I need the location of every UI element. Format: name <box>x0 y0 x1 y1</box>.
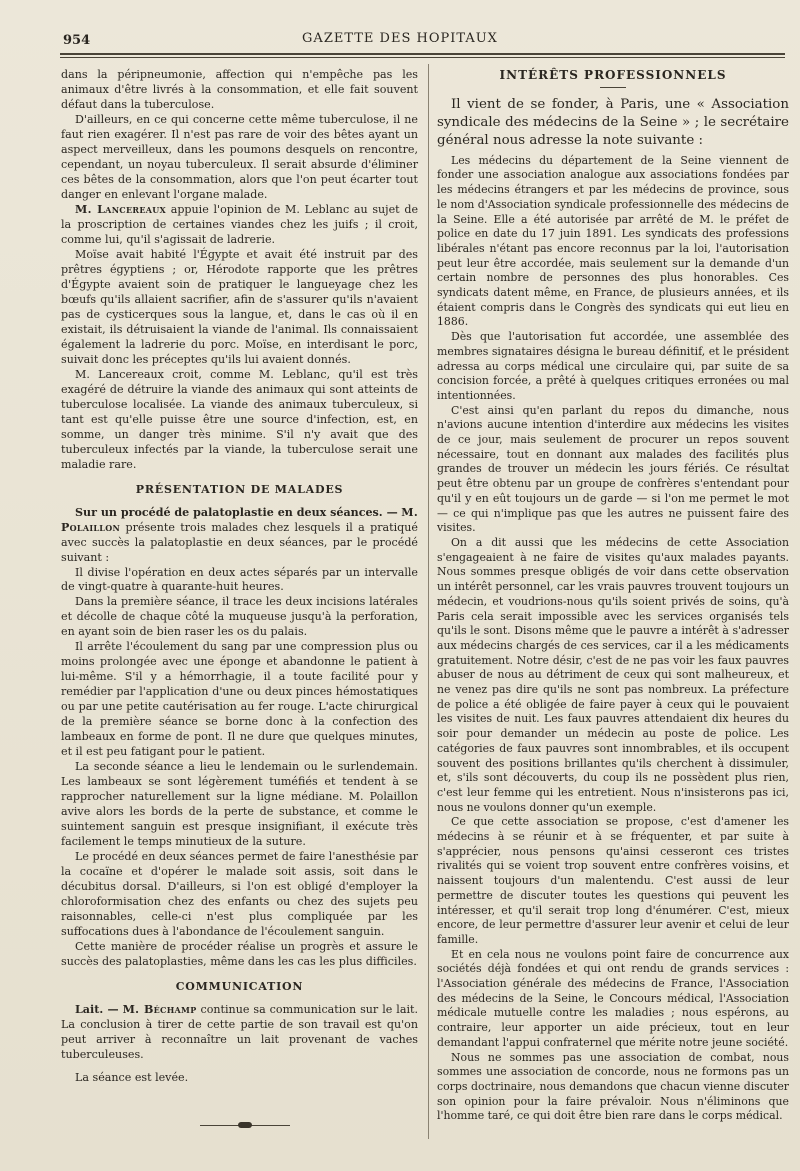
end-ornament <box>200 1122 290 1128</box>
speaker-name: M. Lancereaux <box>75 202 167 216</box>
left-column <box>61 68 418 1086</box>
paragraph <box>61 1003 418 1063</box>
paragraph: Ce que cette association se propose, c'est d'amener les médecins à se réunir et à se fréquenter, et par suite à s'apprécier, nous pensons qu'ainsi cesseront ces tristes rivalités qui se voient trop souvent entre confrères voisins, et naissent toujours d'un malentendu. C'est aussi de leur permettre de discuter toutes les questions qui peuvent les intéresser, et qu'il serait trop long d'énumérer. C'est, mieux encore, de leur permettre d'assurer leur avenir et celui de leur famille. <box>437 815 789 946</box>
article-title: Lait. — <box>75 1003 119 1017</box>
ornament-dot <box>238 1122 252 1128</box>
paragraph: Le procédé en deux séances permet de faire l'anesthésie par la cocaïne et d'opérer le malade soit assis, soit dans le décubitus dorsal. D'ailleurs, si l'on est obligé d'employer la chloroformisation chez des enfants ou chez des sujets peu raisonnables, celle-ci n'est plus compliquée par les suffocations dues à l'abondance de l'écoulement sanguin. <box>61 850 418 939</box>
paragraph-text: continue sa communication sur le lait. La conclusion à tirer de cette partie de son travail est qu'on peut arriver à reconnaître un lait provenant de vaches tuberculeuses. <box>61 1003 418 1062</box>
paragraph: On a dit aussi que les médecins de cette Association s'engageaient à ne faire de visites qu'aux malades payants. Nous sommes presque obligés de voir dans cette observation un intérêt personnel, car les vrais pauvres trouvent toujours un médecin, et voudrions-nous qu'ils soient privés de soins, qu'à Paris cela serait impossible avec les services organisés tels qu'ils le sont. Disons même que le pauvre a intérêt à s'adresser aux médecins chargés de ces services, car il a les médicaments gratuitement. Notre désir, c'est de ne pas voir les faux pauvres abuser de nous au détriment de ceux qui sont malheureux, et ne venez pas dire qu'ils ne sont pas nombreux. La préfecture de police a été obligée de faire payer à ceux qui le pouvaient les visites de nuit. Les faux pauvres attendaient dix heures du soir pour demander un médecin au poste de police. Les catégories de faux pauvres sont innombrables, et ils occupent souvent des positions brillantes qu'ils cherchent à dissimuler, et, s'ils sont découverts, du coup ils ne possèdent plus rien, c'est leur femme qui les entretient. Nous n'insisterons pas ici, nous ne voulons donner qu'un exemple. <box>437 535 789 814</box>
paragraph-text: présente trois malades chez lesquels il a pratiqué avec succès la palatoplastie en deux séances, par le procédé suivant : <box>61 520 418 564</box>
paragraph: Cette manière de procéder réalise un progrès et assure le succès des palatoplasties, même dans les cas les plus difficiles. <box>61 940 418 969</box>
paragraph: M. Lancereaux croit, comme M. Leblanc, qu'il est très exagéré de détruire la viande des animaux qui sont atteints de tuberculose localisée. La viande des animaux tuberculeux, si tant est qu'elle puisse être une source d'infection, est, en somme, un danger très minime. S'il n'y avait que des tuberculeux infectés par la viande, la tuberculose serait une maladie rare. <box>61 367 418 471</box>
intro-paragraph: Il vient de se fonder, à Paris, une « Association syndicale des médecins de la Seine » ; le secrétaire général nous adresse la note suivante : <box>437 96 789 148</box>
paragraph: Les médecins du département de la Seine viennent de fonder une association analogue aux associations fondées par les médecins étrangers et par les médecins de province, sous le nom d'Association syndicale professionnelle des médecins de la Seine. Elle a été autorisée par arrêté de M. le préfet de police en date du 17 juin 1891. Les syndicats des professions libérales n'étant pas encore reconnus par la loi, l'autorisation peut leur être accordée, mais seulement sur la demande d'un certain nombre de personnes des plus honorables. Ces syndicats datent même, en France, de plusieurs années, et ils étaient compris dans le Congrès des syndicats qui eut lieu en 1886. <box>437 153 789 329</box>
journal-title: GAZETTE DES HOPITAUX <box>302 31 498 46</box>
speaker-name: M. Béchamp <box>122 1003 197 1017</box>
paragraph: D'ailleurs, en ce qui concerne cette même tuberculose, il ne faut rien exagérer. Il n'est pas rare de voir des bêtes ayant un aspect merveilleux, dans les poumons desquels on rencontre, cependant, un noyau tuberculeux. Il serait absurde d'éliminer ces bêtes de la consommation, alors que l'on peut écarter tout danger en enlevant l'organe malade. <box>61 112 418 201</box>
section-heading-communication: COMMUNICATION <box>175 980 304 994</box>
section-heading-presentation: PRÉSENTATION DE MALADES <box>135 482 344 496</box>
article-title: Sur un procédé de palatoplastie en deux séances. — <box>75 505 398 519</box>
header-rule <box>60 53 785 55</box>
paragraph-text: appuie l'opinion de M. Leblanc au sujet de la proscription de certaines viandes chez les juifs ; il croit, comme lui, qu'il s'agissait de ladrerie. <box>61 202 419 246</box>
paragraph: Dans la première séance, il trace les deux incisions latérales et décolle de chaque côté la muqueuse jusqu'à la perforation, en ayant soin de bien raser les os du palais. <box>61 595 418 639</box>
paragraph: Il divise l'opération en deux actes séparés par un intervalle de vingt-quatre à quarante-huit heures. <box>61 565 418 594</box>
paragraph: Il arrête l'écoulement du sang par une compression plus ou moins prolongée avec une éponge et abandonne le patient à lui-même. S'il y a hémorrhagie, il a toute facilité pour y remédier par l'application d'une ou deux pinces hémostatiques ou par une petite cautérisation au fer rouge. L'acte chirurgical de la première séance se borne donc à la confection des lambeaux en forme de pont. Il ne dure que quelques minutes, et il est peu fatigant pour le patient. <box>61 640 418 759</box>
header-rule-thin <box>60 57 785 58</box>
paragraph <box>61 203 418 248</box>
page-number: 954 <box>63 33 91 48</box>
right-column <box>437 68 789 1124</box>
column-separator <box>428 64 429 1139</box>
paragraph: Et en cela nous ne voulons point faire de concurrence aux sociétés déjà fondées et qui ont rendu de grands services : l'Association générale des médecins de France, l'Association des médecins de la Seine, le Concours médical, l'Association médicale mutuelle contre les maladies ; nous espérons, au contraire, leur apporter un aide précieux, tout en leur demandant l'appui confraternel que mérite notre jeune société. <box>437 947 789 1049</box>
paragraph: La seconde séance a lieu le lendemain ou le surlendemain. Les lambeaux se sont légèrement tuméfiés et tendent à se rapprocher naturellement sur la ligne médiane. M. Polaillon avive alors les bords de la perte de substance, et comme le suintement sanguin est presque insignifiant, il exécute très facilement le temps minutieux de la suture. <box>61 760 418 849</box>
speaker-name: M. Polaillon <box>61 505 418 534</box>
heading-rule <box>600 87 626 88</box>
paragraph <box>61 506 418 566</box>
paragraph: Dès que l'autorisation fut accordée, une assemblée des membres signataires désigna le bureau définitif, et le président adressa au corps médical une circulaire qui, par suite de sa concision forcée, a prêté à quelques critiques erronées ou mal intentionnées. <box>437 330 789 402</box>
section-heading-interets: INTÉRÊTS PROFESSIONNELS <box>499 68 727 82</box>
paragraph: Nous ne sommes pas une association de combat, nous sommes une association de concorde, nous ne formons pas un corps doctrinaire, nous demandons que chacun vienne discuter son opinion pour la faire prévaloir. Nous n'éliminons que l'homme taré, ce qui doit être bien rare dans le corps médical. <box>437 1050 789 1123</box>
paragraph: C'est ainsi qu'en parlant du repos du dimanche, nous n'avions aucune intention d'interdire aux médecins les visites de ce jour, mais seulement de procurer un repos souvent nécessaire, tout en donnant aux malades des facilités plus grandes de trouver un médecin les jours fériés. Ce résultat peut être obtenu par un groupe de confrères s'entendant pour qu'il y en eût toujours un de garde — si l'on me permet le mot — ce qui n'implique pas que les autres ne puissent faire des visites. <box>437 403 789 535</box>
paragraph: dans la péripneumonie, affection qui n'empêche pas les animaux d'être livrés à la consommation, et elle fait souvent défaut dans la tuberculose. <box>61 68 418 111</box>
closing-line: La séance est levée. <box>75 1071 189 1084</box>
paragraph: Moïse avait habité l'Égypte et avait été instruit par des prêtres égyptiens ; or, Hérodote rapporte que les prêtres d'Égypte avaient soin de pratiquer le langueyage chez les bœufs qu'ils allaient sacrifier, afin de s'assurer qu'ils n'avaient pas de cysticerques sous la langue, et, dans le cas où il en existait, ils détruisaient la viande de l'animal. Ils connaissaient également la ladrerie du porc. Moïse, en interdisant le porc, suivait donc les préceptes qu'ils lui avaient donnés. <box>61 247 418 366</box>
